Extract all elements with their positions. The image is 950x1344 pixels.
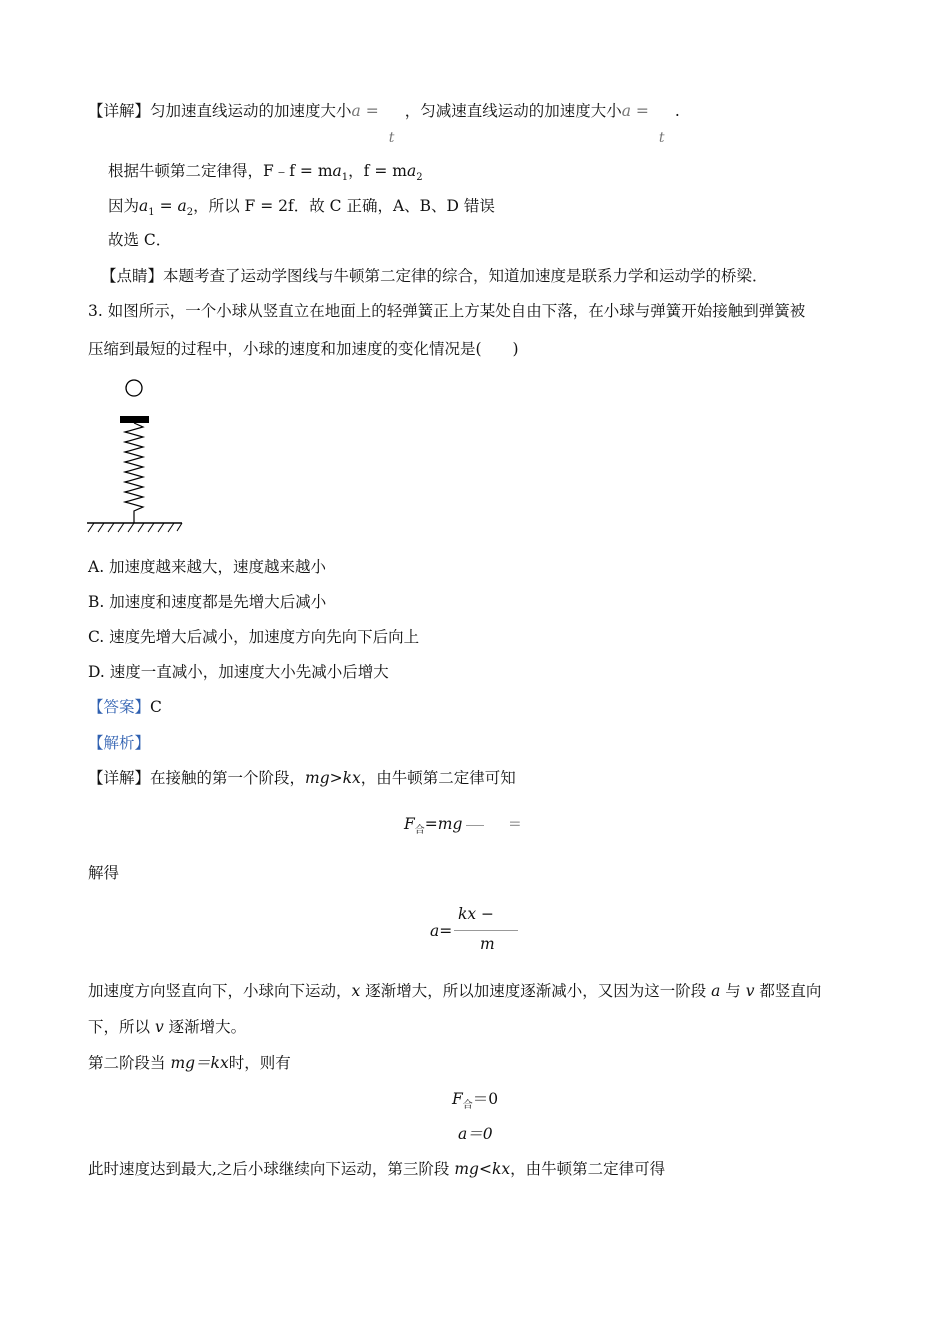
formula-4: a＝0 <box>458 1125 493 1143</box>
t: 1 <box>341 172 349 184</box>
ball-icon <box>126 380 142 396</box>
detail-line-1 <box>88 101 680 146</box>
t: 都竖直向 <box>754 982 822 1000</box>
t: = <box>154 197 178 215</box>
t: x <box>351 982 361 1000</box>
t: ，由牛顿第二定律可得 <box>510 1160 666 1178</box>
t: 逐渐增大。 <box>163 1018 247 1036</box>
t: 2 <box>416 172 423 184</box>
point-line: 【点睛】本题考查了运动学图线与牛顿第二定律的综合，知道加速度是联系力学和运动学的桥梁． <box>101 267 768 285</box>
t: 2 <box>186 207 194 219</box>
t: ，f = m <box>348 162 407 180</box>
t: ，由牛顿第二定律可知 <box>360 769 516 787</box>
option-b: B. 加速度和速度都是先增大后减小 <box>88 593 327 611</box>
t: 【详解】在接触的第一个阶段， <box>88 769 306 787</box>
last-line <box>88 1159 665 1179</box>
t: 时，则有 <box>228 1054 291 1072</box>
eq: = <box>365 102 379 120</box>
spring-plate <box>120 416 149 423</box>
t: F <box>404 815 415 833</box>
text: 【详解】匀加速直线运动的加速度大小 <box>88 102 352 120</box>
t: 合 <box>414 825 425 837</box>
choose-line: 故选 C． <box>108 231 172 249</box>
paragraph-line-1 <box>88 981 821 1001</box>
t: 根据牛顿第二定律得，F﹣f = m <box>108 162 333 180</box>
t: v <box>154 1018 164 1036</box>
t: ，所以 F = 2f．故 C 正确，A、B、D 错误 <box>193 197 495 215</box>
t: ＝0 <box>472 1090 499 1108</box>
formula-3 <box>452 1089 498 1116</box>
t: a <box>406 162 417 180</box>
option-c: C. 速度先增大后减小，加速度方向先向下后向上 <box>88 628 420 646</box>
t: 1 <box>148 207 155 219</box>
t-symbol: t <box>388 130 395 146</box>
t: 合 <box>462 1100 473 1112</box>
ground-hatch <box>88 523 182 532</box>
t: v <box>745 982 755 1000</box>
a-symbol: a <box>351 102 361 120</box>
eq: = <box>635 102 649 120</box>
t: 加速度方向竖直向下，小球向下运动， <box>88 982 352 1000</box>
text: . <box>674 102 680 120</box>
t: =mg <box>424 815 463 833</box>
t: a <box>711 982 721 1000</box>
t: mg>kx <box>305 769 361 787</box>
t: 此时速度达到最大,之后小球继续向下运动，第三阶段 <box>88 1160 455 1178</box>
text: ，匀减速直线运动的加速度大小 <box>404 102 622 120</box>
detail-line-2 <box>88 768 516 788</box>
t: a <box>332 162 342 180</box>
t: m <box>480 935 495 953</box>
because-line <box>108 196 495 223</box>
formula-1 <box>404 814 521 841</box>
paragraph-line-2 <box>88 1017 246 1037</box>
t: a= <box>430 922 453 940</box>
stage2-line <box>88 1053 291 1073</box>
answer-value: C <box>150 698 162 716</box>
solve-label: 解得 <box>88 864 120 882</box>
spring-coil <box>125 423 143 523</box>
answer-label: 【答案】 <box>88 698 151 716</box>
a-symbol: a <box>621 102 631 120</box>
t-symbol: t <box>658 130 665 146</box>
t: a <box>177 197 187 215</box>
t: = <box>508 815 522 833</box>
t: F <box>452 1090 463 1108</box>
t: 下，所以 <box>88 1018 155 1036</box>
option-a: A. 加速度越来越大，速度越来越小 <box>88 558 327 576</box>
t: 逐渐增大，所以加速度逐渐减小，又因为这一阶段 <box>360 982 712 1000</box>
t: 与 <box>720 982 746 1000</box>
answer-line <box>88 697 162 717</box>
question-line-1: 3. 如图所示，一个小球从竖直立在地面上的轻弹簧正上方某处自由下落，在小球与弹簧开始接触到弹簧被 <box>88 302 806 320</box>
option-d: D. 速度一直减小，加速度大小先减小后增大 <box>88 663 389 681</box>
t: 第二阶段当 <box>88 1054 171 1072</box>
t: a <box>139 197 149 215</box>
analysis-label: 【解析】 <box>88 734 151 752</box>
spring-figure <box>84 375 189 540</box>
newton-line <box>108 161 423 188</box>
t: mg<kx <box>454 1160 511 1178</box>
t: 因为 <box>108 197 140 215</box>
t: mg＝kx <box>170 1054 229 1072</box>
t: kx − <box>458 905 495 923</box>
question-line-2: 压缩到最短的过程中，小球的速度和加速度的变化情况是( ) <box>88 340 519 358</box>
